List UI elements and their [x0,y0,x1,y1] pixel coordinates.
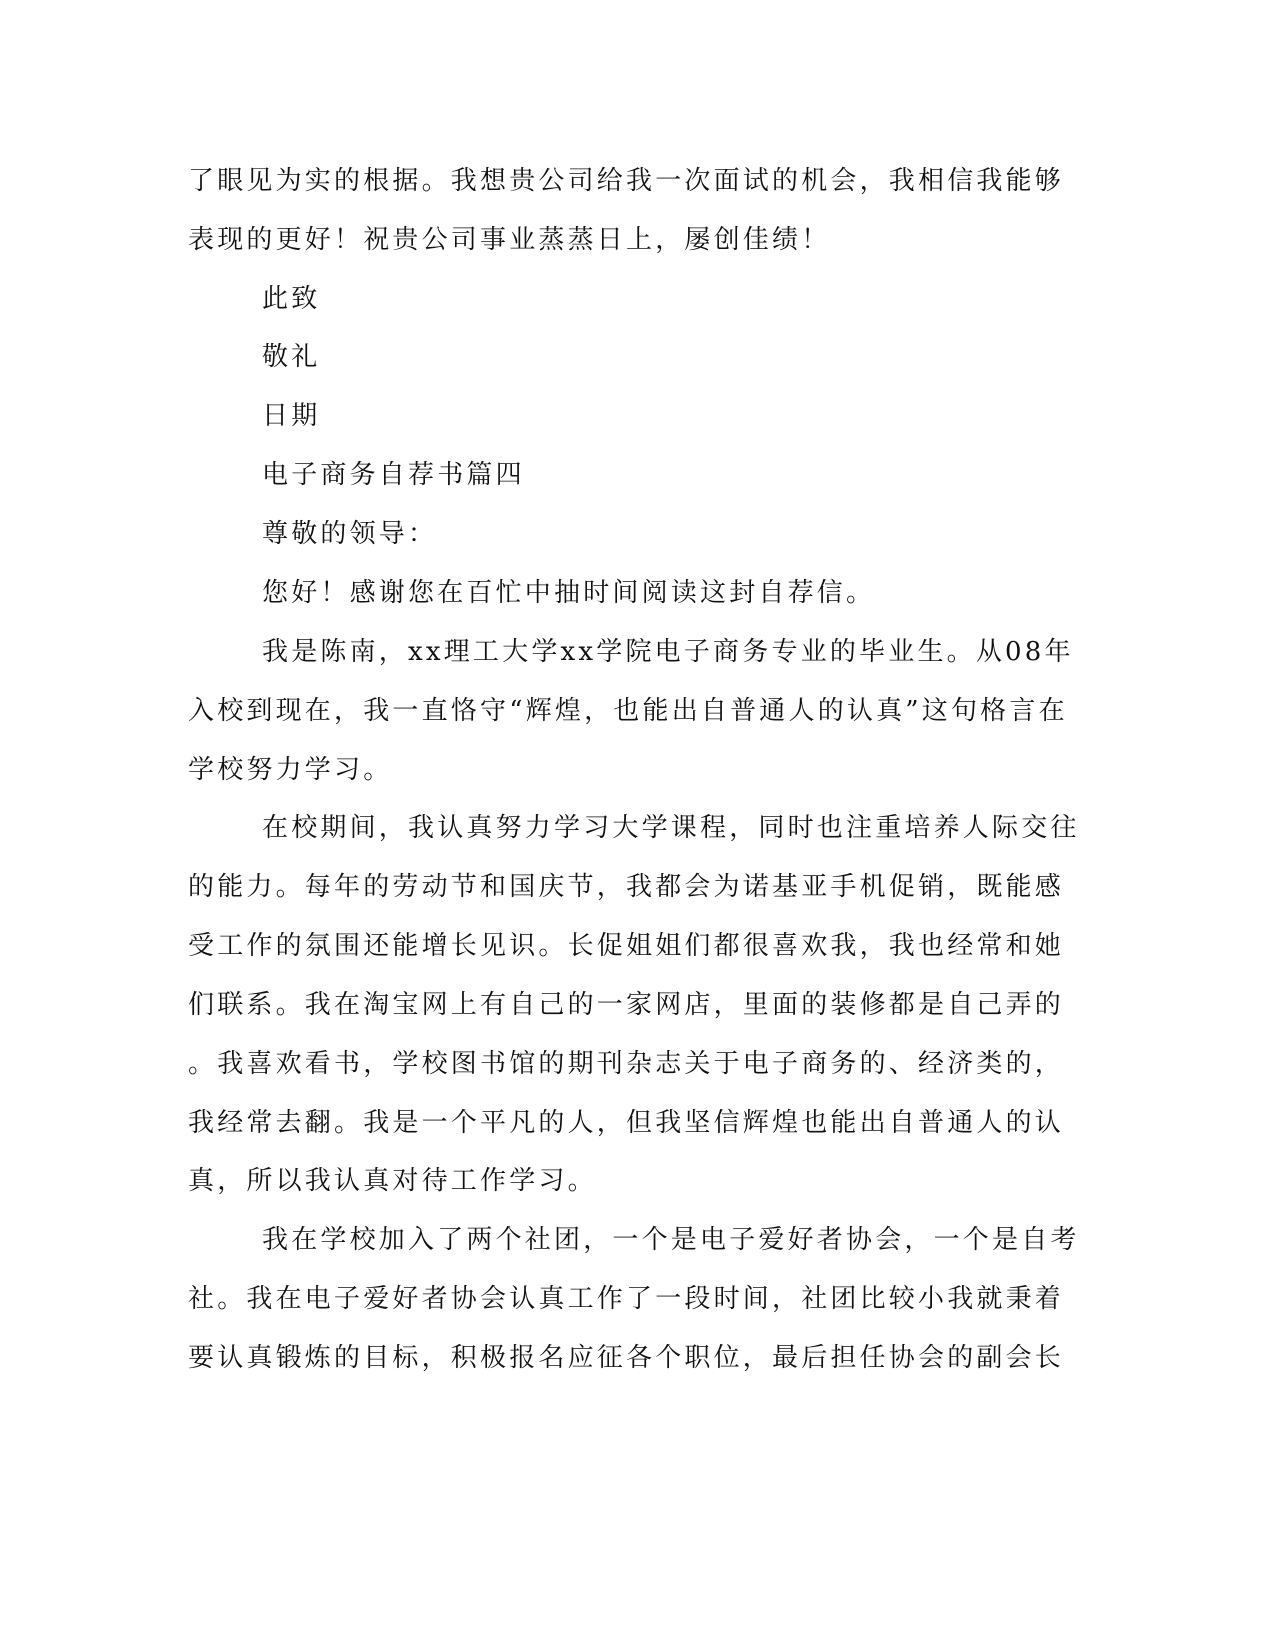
paragraph-line: 在校期间，我认真努力学习大学课程，同时也注重培养人际交往 [262,813,1080,843]
paragraph-line: 要认真锻炼的目标，积极报名应征各个职位，最后担任协会的副会长 [188,1343,1065,1373]
paragraph-line: 我是陈南，xx理工大学xx学院电子商务专业的毕业生。从08年 [262,637,1074,667]
paragraph-line: 社。我在电子爱好者协会认真工作了一段时间，社团比较小我就秉着 [188,1284,1065,1314]
greeting: 尊敬的领导： [262,519,438,549]
paragraph-line: 真，所以我认真对待工作学习。 [188,1166,597,1196]
opening-line: 您好！感谢您在百忙中抽时间阅读这封自荐信。 [262,578,876,608]
closing-salutation: 此致 [262,284,321,314]
body-line: 表现的更好！祝贵公司事业蒸蒸日上，屡创佳绩！ [188,225,831,255]
paragraph-line: 我经常去翻。我是一个平凡的人，但我坚信辉煌也能出自普通人的认 [188,1108,1065,1138]
paragraph-line: 学校努力学习。 [188,755,393,785]
paragraph-line: 入校到现在，我一直恪守“辉煌，也能出自普通人的认真”这句格言在 [188,696,1068,726]
paragraph-line: 我在学校加入了两个社团，一个是电子爱好者协会，一个是自考 [262,1225,1080,1255]
paragraph-line: 们联系。我在淘宝网上有自己的一家网店，里面的装修都是自己弄的 [188,990,1065,1020]
closing-regards: 敬礼 [262,342,321,372]
section-title: 电子商务自荐书篇四 [262,460,525,490]
date-label: 日期 [262,401,321,431]
paragraph-line: 的能力。每年的劳动节和国庆节，我都会为诺基亚手机促销，既能感 [188,872,1065,902]
paragraph-line: 受工作的氛围还能增长见识。长促姐姐们都很喜欢我，我也经常和她 [188,931,1065,961]
body-line: 了眼见为实的根据。我想贵公司给我一次面试的机会，我相信我能够 [188,166,1065,196]
paragraph-line: 。我喜欢看书，学校图书馆的期刊杂志关于电子商务的、经济类的， [188,1049,1065,1079]
